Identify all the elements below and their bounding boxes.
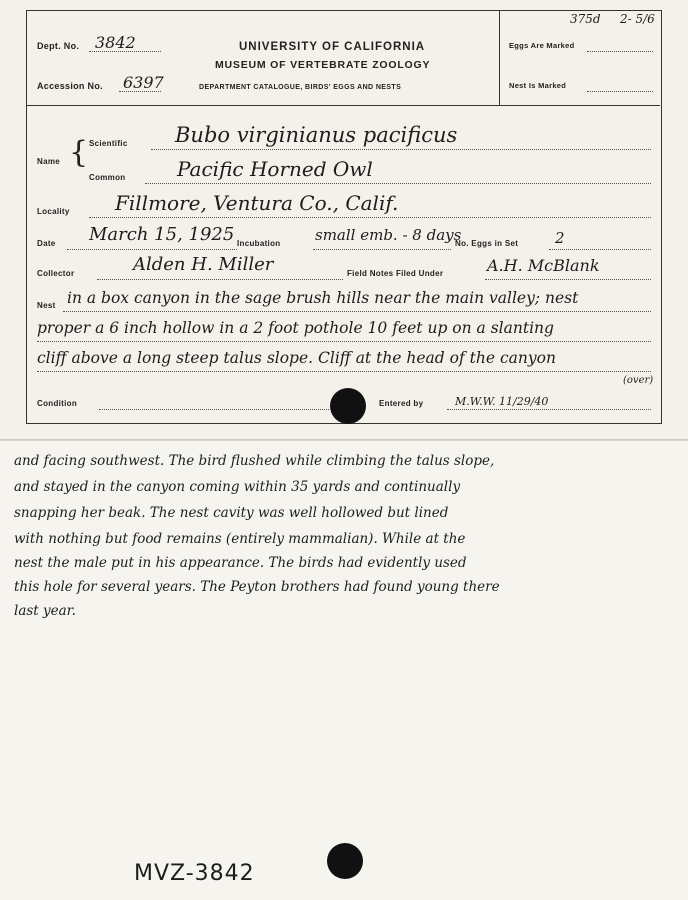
back-line-7: last year. (14, 603, 76, 619)
back-line-4: with nothing but food remains (entirely mammalian). While at the (14, 531, 466, 547)
collector-label: Collector (37, 269, 75, 278)
eggs-marked-label: Eggs Are Marked (509, 41, 575, 50)
name-brace: { (69, 135, 89, 170)
top-right-fraction: 2- 5/6 (620, 12, 655, 26)
museum-title: MUSEUM OF VERTEBRATE ZOOLOGY (215, 59, 431, 71)
field-notes-value: A.H. McBlank (487, 256, 600, 275)
top-right-code: 375d (570, 12, 601, 26)
condition-label: Condition (37, 399, 78, 408)
catalog-stamp: MVZ-3842 (134, 861, 255, 886)
card-frame (26, 10, 662, 424)
common-label: Common (89, 173, 126, 182)
institution-title: UNIVERSITY OF CALIFORNIA (239, 41, 426, 53)
name-label: Name (37, 157, 60, 166)
nest-line-1: in a box canyon in the sage brush hills near the main valley; nest (67, 289, 579, 307)
back-line-2: and stayed in the canyon coming within 35 yards and continually (14, 479, 461, 495)
nest-marked-label: Nest Is Marked (509, 81, 567, 90)
common-value: Pacific Horned Owl (177, 157, 373, 181)
collector-value: Alden H. Miller (133, 254, 274, 275)
card-front (0, 0, 688, 440)
back-line-3: snapping her beak. The nest cavity was well hollowed but lined (14, 505, 449, 521)
card-back (0, 441, 688, 900)
catalogue-title: DEPARTMENT CATALOGUE, BIRDS' EGGS AND NESTS (199, 84, 402, 91)
scientific-value: Bubo virginianus pacificus (175, 123, 458, 147)
nest-label: Nest (37, 301, 56, 310)
field-notes-label: Field Notes Filed Under (347, 269, 444, 278)
back-line-5: nest the male put in his appearance. The birds had evidently used (14, 555, 467, 571)
back-line-1: and facing southwest. The bird flushed while climbing the talus slope, (14, 453, 495, 469)
incubation-label: Incubation (237, 239, 281, 248)
punch-hole-back (327, 843, 363, 879)
scientific-label: Scientific (89, 139, 128, 148)
punch-hole-front (330, 388, 366, 424)
entered-by-label: Entered by (379, 399, 424, 408)
over-mark: (over) (623, 375, 654, 386)
nest-line-3: cliff above a long steep talus slope. Cliff at the head of the canyon (37, 349, 556, 367)
entered-by-value: M.W.W. 11/29/40 (455, 395, 549, 408)
locality-value: Fillmore, Ventura Co., Calif. (115, 191, 399, 215)
accession-value: 6397 (123, 73, 164, 92)
nest-line-2: proper a 6 inch hollow in a 2 foot pothole 10 feet up on a slanting (37, 319, 554, 337)
dept-value: 3842 (95, 33, 136, 52)
dept-label: Dept. No. (37, 41, 80, 51)
date-value: March 15, 1925 (89, 224, 235, 245)
locality-label: Locality (37, 207, 70, 216)
incubation-value: small emb. - 8 days (315, 226, 462, 244)
eggs-in-set-value: 2 (555, 229, 565, 247)
accession-label: Accession No. (37, 81, 103, 91)
eggs-in-set-label: No. Eggs in Set (455, 239, 519, 248)
date-label: Date (37, 239, 56, 248)
back-line-6: this hole for several years. The Peyton brothers had found young there (14, 579, 500, 595)
